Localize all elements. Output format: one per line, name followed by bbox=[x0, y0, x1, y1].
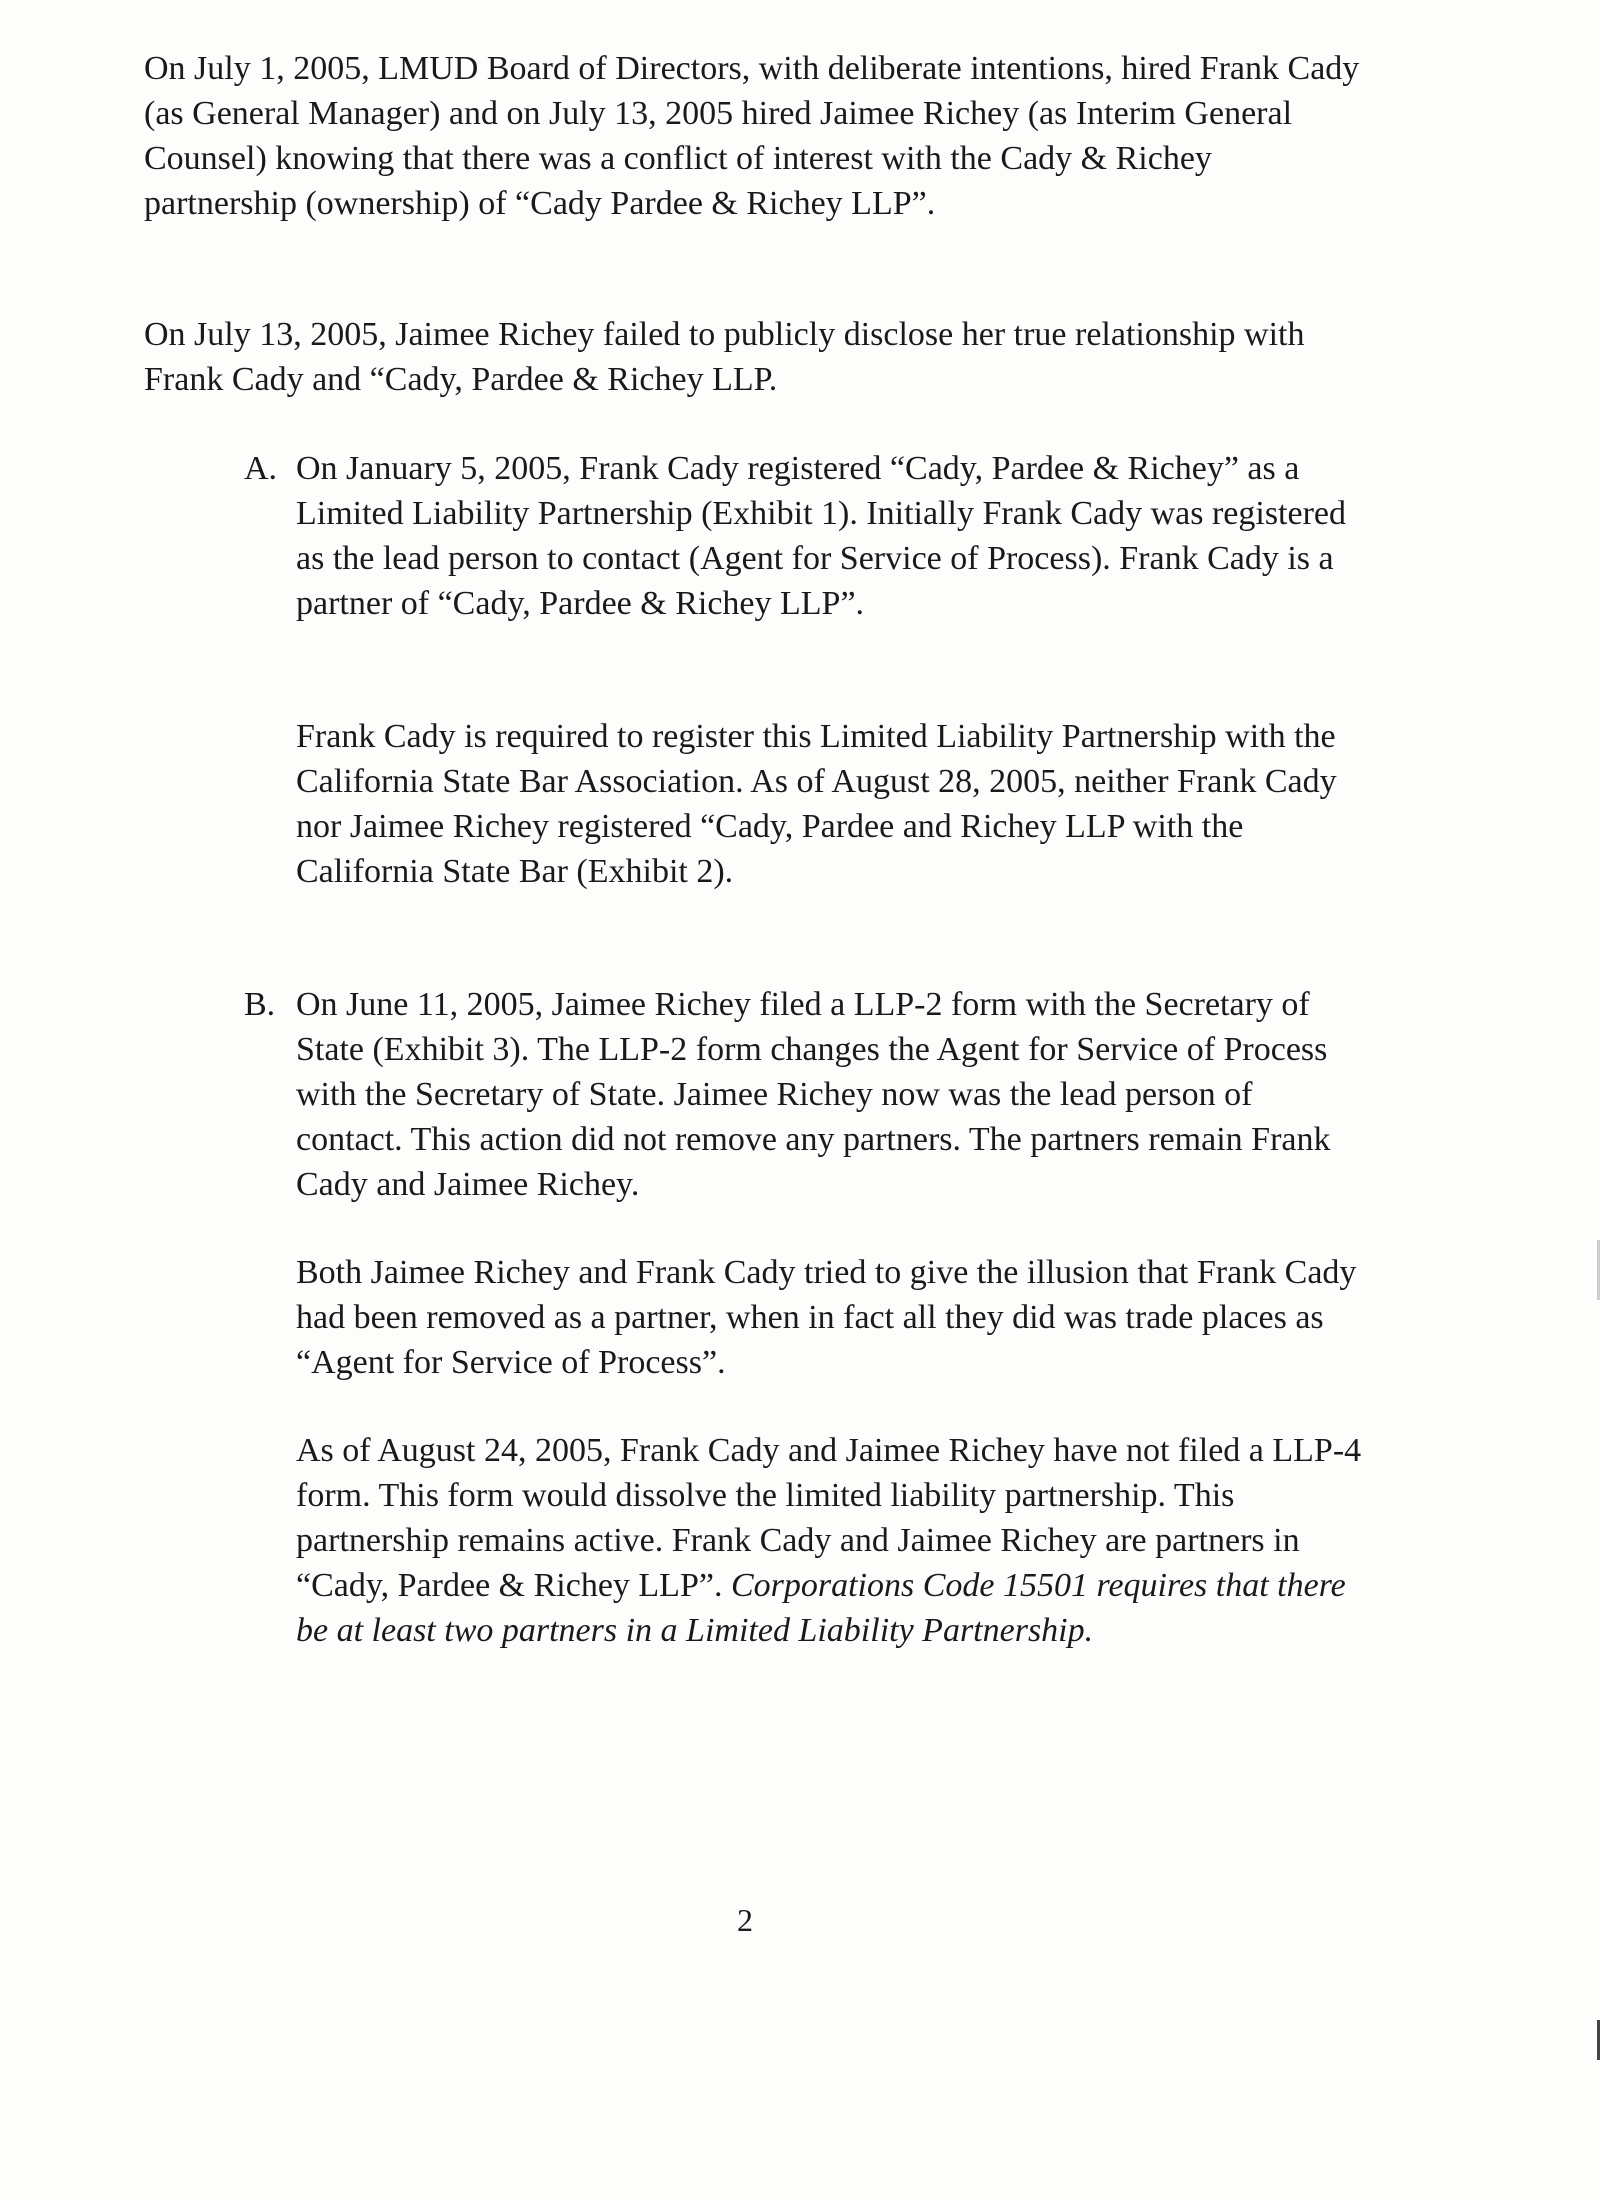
list-item-a-text: On January 5, 2005, Frank Cady registered “Cady, Pardee & Richey” as a Limited Liability Partnership (Exhibit 1). Initially Frank Cady was registered as the lead person to contact (Agent for Service of Process). Frank Cady is a partner of “Cady, Pardee & Richey LLP”. bbox=[296, 450, 1346, 622]
list-item-a bbox=[244, 446, 1364, 626]
paragraph-illusion: Both Jaimee Richey and Frank Cady tried to give the illusion that Frank Cady had been removed as a partner, when in fact all they did was trade places as “Agent for Service of Process”. bbox=[296, 1254, 1357, 1381]
paragraph-llp4-text: As of August 24, 2005, Frank Cady and Jaimee Richey have not filed a LLP-4 form. This form would dissolve the limited liability partnership. This partnership remains active. Frank Cady and Jaimee Richey are partners in “Cady, Pardee & Richey LLP”. bbox=[296, 1432, 1362, 1604]
list-marker-a: A. bbox=[244, 450, 278, 487]
list-item-b-text: On June 11, 2005, Jaimee Richey filed a LLP-2 form with the Secretary of State (Exhibit 3). The LLP-2 form changes the Agent for Service of Process with the Secretary of State. Jaimee Richey now was the lead person of contact. This action did not remove any partners. The partners remain Frank Cady and Jaimee Richey. bbox=[296, 986, 1331, 1203]
page-number: 2 bbox=[737, 1902, 753, 1938]
paragraph-disclosure: On July 13, 2005, Jaimee Richey failed to publicly disclose her true relationship with Frank Cady and “Cady, Pardee & Richey LLP. bbox=[144, 316, 1305, 398]
corporations-code-note: Corporations Code 15501 requires that there be at least two partners in a Limited Liability Partnership. bbox=[296, 1567, 1346, 1649]
paragraph-llp4 bbox=[296, 1428, 1364, 1653]
list-item-b bbox=[244, 982, 1364, 1207]
paragraph-hiring: On July 1, 2005, LMUD Board of Directors, with deliberate intentions, hired Frank Cady (as General Manager) and on July 13, 2005 hired Jaimee Richey (as Interim General Counsel) knowing that there was a conflict of interest with the Cady & Richey partnership (ownership) of “Cady Pardee & Richey LLP”. bbox=[144, 50, 1360, 222]
paragraph-state-bar: Frank Cady is required to register this Limited Liability Partnership with the California State Bar Association. As of August 28, 2005, neither Frank Cady nor Jaimee Richey registered “Cady, Pardee and Richey LLP with the California State Bar (Exhibit 2). bbox=[296, 718, 1337, 890]
list-marker-b: B. bbox=[244, 986, 276, 1023]
